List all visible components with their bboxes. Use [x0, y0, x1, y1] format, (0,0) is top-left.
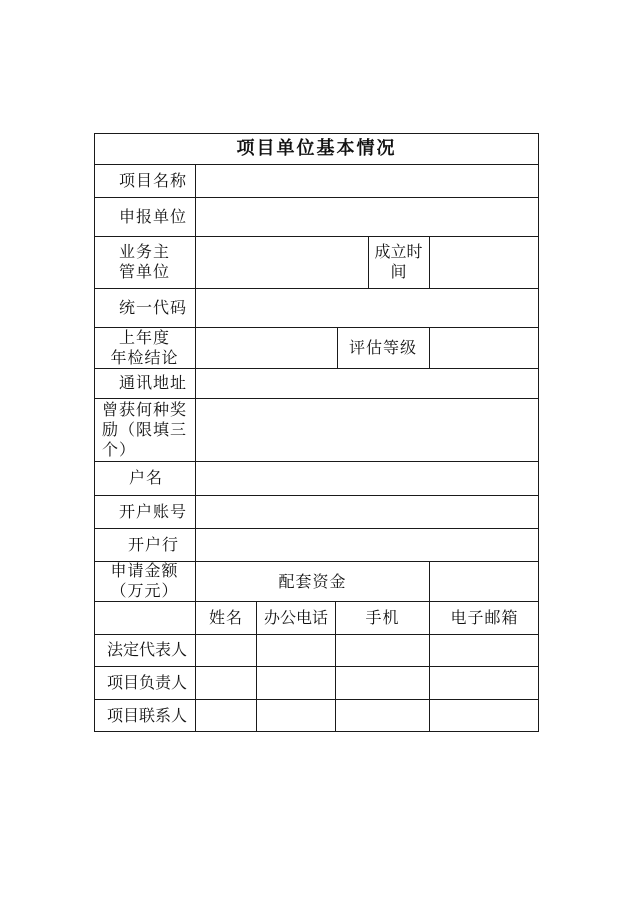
label-line: 曾获何种奖 — [101, 399, 187, 419]
label-amount — [94, 561, 195, 601]
header-name — [196, 601, 256, 634]
form-title — [94, 133, 539, 164]
label-project-name — [94, 164, 195, 197]
label-supervising-unit — [94, 236, 195, 288]
label-line: 励（限填三 — [101, 419, 187, 439]
label-text: 配套资金 — [278, 571, 347, 591]
applicant-unit-field[interactable] — [196, 198, 539, 236]
label-text: 成立时间 — [374, 242, 423, 281]
project-lead-mobile-field[interactable] — [336, 667, 429, 699]
label-text: 项目联系人 — [106, 705, 187, 725]
unified-code-field[interactable] — [196, 289, 539, 327]
label-evaluation-grade — [337, 327, 429, 368]
project-unit-info-form — [94, 133, 539, 732]
established-time-field[interactable] — [430, 237, 539, 288]
label-established-time — [368, 236, 429, 288]
header-office-phone — [257, 601, 335, 634]
label-bank — [94, 528, 195, 561]
account-number-field[interactable] — [196, 496, 539, 528]
header-text: 手机 — [365, 607, 400, 627]
label-account-name — [94, 461, 195, 495]
label-project-contact — [94, 699, 195, 732]
annual-check-field[interactable] — [196, 328, 337, 368]
label-line: 业务主 — [118, 242, 170, 261]
label-project-lead — [94, 666, 195, 699]
label-annual-check — [94, 327, 195, 368]
label-text — [119, 242, 170, 282]
legal-rep-phone-field[interactable] — [257, 635, 335, 666]
account-name-field[interactable] — [196, 462, 539, 495]
project-lead-email-field[interactable] — [430, 667, 539, 699]
label-line: 管单位 — [118, 262, 170, 281]
project-lead-name-field[interactable] — [196, 667, 256, 699]
label-applicant-unit — [94, 197, 195, 236]
address-field[interactable] — [196, 369, 539, 398]
label-line: 年检结论 — [110, 347, 179, 367]
legal-rep-mobile-field[interactable] — [336, 635, 429, 666]
awards-field[interactable] — [196, 399, 539, 461]
label-line: 上年度 — [118, 327, 170, 347]
evaluation-grade-field[interactable] — [430, 328, 539, 368]
project-lead-phone-field[interactable] — [257, 667, 335, 699]
label-text — [110, 561, 178, 601]
header-text: 电子邮箱 — [450, 607, 519, 627]
label-line: 申请金额 — [110, 561, 179, 580]
legal-rep-email-field[interactable] — [430, 635, 539, 666]
matching-funds-cell — [196, 562, 429, 601]
label-text: 户名 — [128, 468, 163, 487]
label-awards — [94, 398, 195, 461]
label-text: 统一代码 — [118, 297, 187, 317]
header-text: 办公电话 — [263, 607, 328, 627]
header-email — [430, 601, 539, 634]
project-contact-email-field[interactable] — [430, 700, 539, 731]
label-text: 法定代表人 — [106, 640, 187, 659]
label-text — [102, 400, 187, 460]
project-contact-mobile-field[interactable] — [336, 700, 429, 731]
legal-rep-name-field[interactable] — [196, 635, 256, 666]
form-title-text: 项目单位基本情况 — [236, 137, 397, 159]
project-contact-name-field[interactable] — [196, 700, 256, 731]
label-text: 项目负责人 — [106, 672, 187, 692]
label-address — [94, 368, 195, 398]
label-text: 开户账号 — [118, 501, 187, 521]
header-mobile — [336, 601, 429, 634]
label-text: 项目名称 — [118, 170, 187, 190]
label-text: 开户行 — [127, 534, 179, 554]
label-account-number — [94, 495, 195, 528]
label-text: 申报单位 — [118, 206, 187, 226]
project-contact-phone-field[interactable] — [257, 700, 335, 731]
project-name-field[interactable] — [196, 165, 539, 197]
label-legal-rep — [94, 634, 195, 666]
label-line: 个） — [101, 439, 136, 459]
label-line: （万元） — [110, 581, 179, 600]
header-text: 姓名 — [208, 607, 243, 627]
bank-field[interactable] — [196, 529, 539, 561]
matching-funds-field[interactable] — [430, 562, 539, 601]
label-text: 通讯地址 — [118, 373, 187, 392]
label-text — [110, 328, 178, 368]
label-text: 评估等级 — [348, 337, 417, 357]
label-unified-code — [94, 288, 195, 327]
supervising-unit-field[interactable] — [196, 237, 368, 288]
